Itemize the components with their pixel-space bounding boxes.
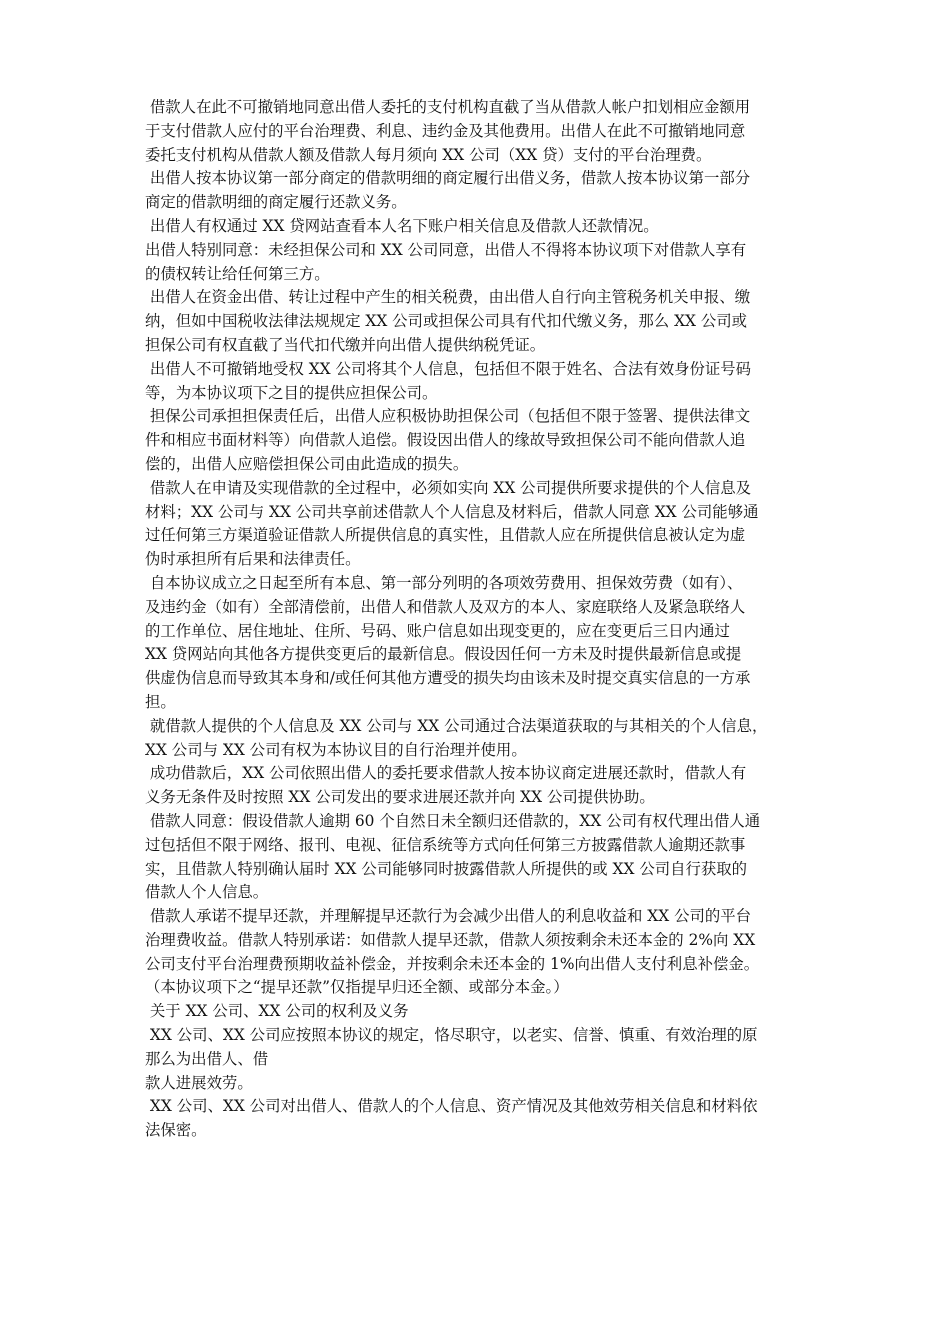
text-line: XX 公司与 XX 公司有权为本协议目的自行治理并使用。 — [145, 740, 527, 759]
text-line: 款人进展效劳。 — [145, 1073, 253, 1092]
paragraph — [145, 358, 817, 406]
text-line: 自本协议成立之日起至所有本息、第一部分列明的各项效劳费用、担保效劳费（如有）、 — [145, 573, 743, 592]
text-line: 担保公司承担担保责任后，出借人应积极协助担保公司（包括但不限于签署、提供法律文 — [145, 407, 751, 426]
text-line: 件和相应书面材料等）向借款人追偿。假设因出借人的缘故导致担保公司不能向借款人追 — [145, 431, 746, 450]
text-line: 借款人同意：假设借款人逾期 60 个自然日未全额归还借款的，XX 公司有权代理出借人通 — [145, 811, 761, 830]
paragraph — [145, 1095, 817, 1143]
text-line: 担保公司有权直截了当代扣代缴并向出借人提供纳税凭证。 — [145, 335, 546, 354]
paragraph — [145, 905, 817, 1000]
text-line: （本协议项下之“提早还款”仅指提早归还全额、或部分本金。） — [145, 978, 569, 997]
text-line: 实，且借款人特别确认届时 XX 公司能够同时披露借款人所提供的或 XX 公司自行获取的 — [145, 859, 748, 878]
text-line: 出借人不可撤销地受权 XX 公司将其个人信息，包括但不限于姓名、合法有效身份证号码 — [145, 359, 752, 378]
text-line: 法保密。 — [145, 1121, 207, 1140]
text-line: 偿的，出借人应赔偿担保公司由此造成的损失。 — [145, 454, 469, 473]
text-line: 过任何第三方渠道验证借款人所提供信息的真实性，且借款人应在所提供信息被认定为虚 — [145, 526, 746, 545]
paragraph — [145, 1000, 817, 1024]
text-line: 纳，但如中国税收法律法规规定 XX 公司或担保公司具有代扣代缴义务，那么 XX 公司或 — [145, 312, 748, 331]
paragraph — [145, 810, 817, 905]
paragraph — [145, 239, 817, 287]
text-line: 的工作单位、居住地址、住所、号码、账户信息如出现变更的，应在变更后三日内通过 — [145, 621, 730, 640]
text-line: 义务无条件及时按照 XX 公司发出的要求进展还款并向 XX 公司提供协助。 — [145, 788, 655, 807]
text-line: 等，为本协议项下之目的提供应担保公司。 — [145, 383, 438, 402]
text-line: 材料；XX 公司与 XX 公司共享前述借款人个人信息及材料后，借款人同意 XX 公司能够通 — [145, 502, 759, 521]
paragraph — [145, 477, 817, 572]
text-line: 及违约金（如有）全部清偿前，出借人和借款人及双方的本人、家庭联络人及紧急联络人 — [145, 597, 746, 616]
text-line: 伪时承担所有后果和法律责任。 — [145, 550, 361, 569]
text-line: 商定的借款明细的商定履行还款义务。 — [145, 193, 407, 212]
text-line: 委托支付机构从借款人额及借款人每月须向 XX 公司（XX 贷）支付的平台治理费。 — [145, 145, 712, 164]
paragraph — [145, 1024, 817, 1095]
text-line: 出借人按本协议第一部分商定的借款明细的商定履行出借义务，借款人按本协议第一部分 — [145, 169, 751, 188]
document-body — [145, 96, 817, 1143]
text-line: 借款人个人信息。 — [145, 883, 269, 902]
paragraph — [145, 715, 817, 763]
text-line: XX 公司、XX 公司应按照本协议的规定，恪尽职守，以老实、信誉、慎重、有效治理的原 — [145, 1026, 758, 1045]
text-line: 那么为出借人、借 — [145, 1049, 269, 1068]
text-line: 治理费收益。借款人特别承诺：如借款人提早还款，借款人须按剩余未还本金的 2%向 XX — [145, 930, 756, 949]
paragraph — [145, 215, 817, 239]
paragraph — [145, 286, 817, 357]
text-line: 借款人在申请及实现借款的全过程中，必须如实向 XX 公司提供所要求提供的个人信息及 — [145, 478, 752, 497]
text-line: XX 贷网站向其他各方提供变更后的最新信息。假设因任何一方未及时提供最新信息或提 — [145, 645, 742, 664]
paragraph — [145, 762, 817, 810]
text-line: 出借人在资金出借、转让过程中产生的相关税费，由出借人自行向主管税务机关申报、缴 — [145, 288, 751, 307]
text-line: 出借人特别同意：未经担保公司和 XX 公司同意，出借人不得将本协议项下对借款人享有 — [145, 240, 747, 259]
text-line: 担。 — [145, 692, 176, 711]
text-line: 就借款人提供的个人信息及 XX 公司与 XX 公司通过合法渠道获取的与其相关的个人信息， — [145, 716, 768, 735]
text-line: 供虚伪信息而导致其本身和/或任何其他方遭受的损失均由该未及时提交真实信息的一方承 — [145, 669, 751, 688]
text-line: 借款人承诺不提早还款，并理解提早还款行为会减少出借人的利息收益和 XX 公司的平台 — [145, 907, 752, 926]
text-line: 公司支付平台治理费预期收益补偿金，并按剩余未还本金的 1%向出借人支付利息补偿金。 — [145, 954, 760, 973]
text-line: 成功借款后，XX 公司依照出借人的委托要求借款人按本协议商定进展还款时，借款人有 — [145, 764, 747, 783]
paragraph — [145, 405, 817, 476]
text-line: 关于 XX 公司、XX 公司的权利及义务 — [145, 1002, 409, 1021]
text-line: 的债权转让给任何第三方。 — [145, 264, 330, 283]
paragraph — [145, 96, 817, 167]
text-line: 出借人有权通过 XX 贷网站查看本人名下账户相关信息及借款人还款情况。 — [145, 216, 659, 235]
text-line: 借款人在此不可撤销地同意出借人委托的支付机构直截了当从借款人帐户扣划相应金额用 — [145, 98, 751, 116]
paragraph — [145, 572, 817, 715]
paragraph — [145, 167, 817, 215]
text-line: 过包括但不限于网络、报刊、电视、征信系统等方式向任何第三方披露借款人逾期还款事 — [145, 835, 746, 854]
text-line: XX 公司、XX 公司对出借人、借款人的个人信息、资产情况及其他效劳相关信息和材料依 — [145, 1097, 758, 1116]
text-line: 于支付借款人应付的平台治理费、利息、违约金及其他费用。出借人在此不可撤销地同意 — [145, 121, 746, 140]
